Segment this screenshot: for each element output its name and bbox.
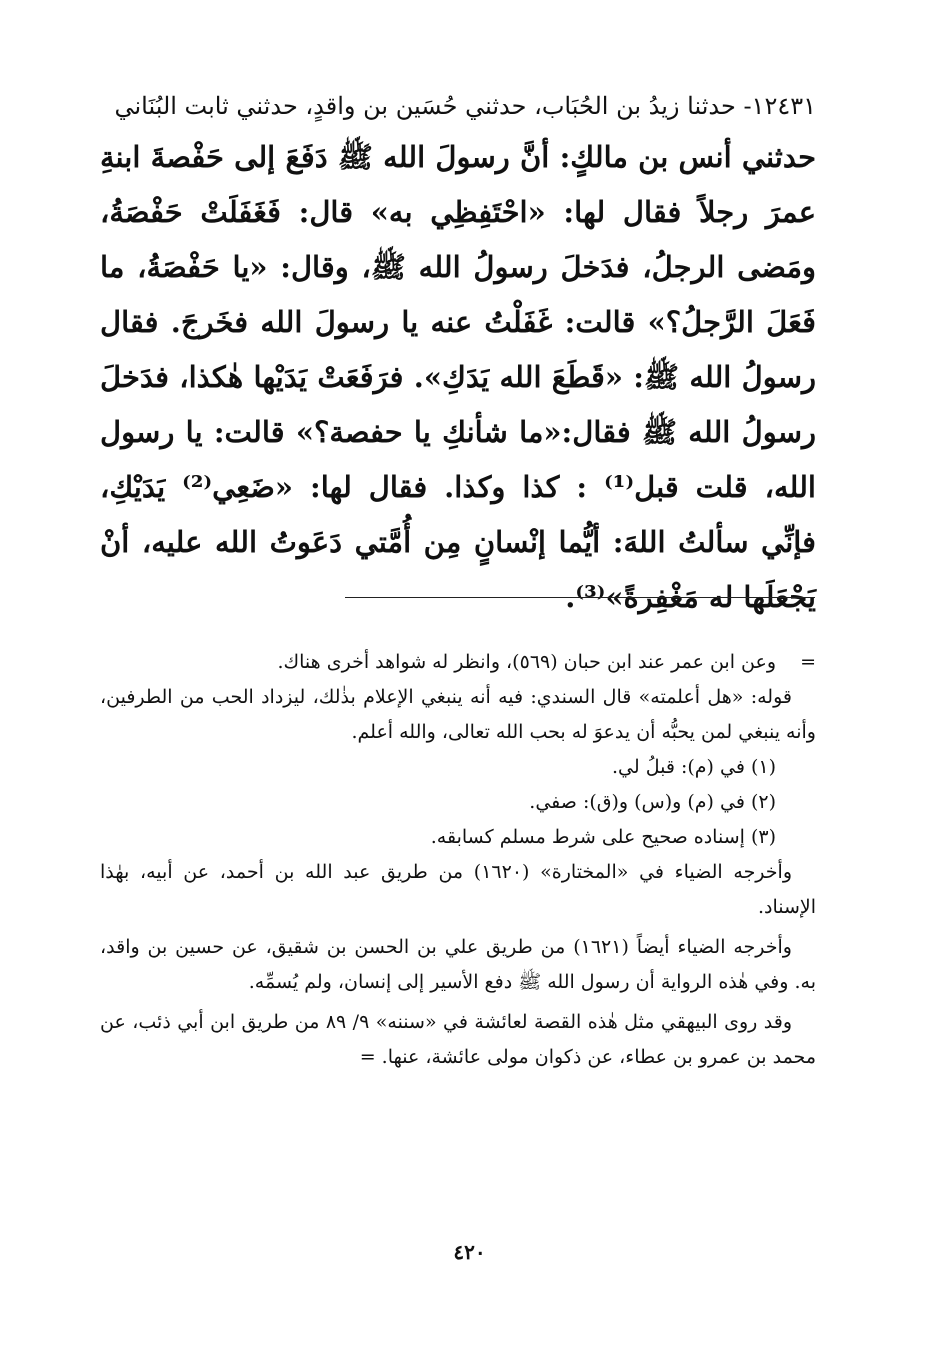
footnote-1: (١) في (م): قبلُ لي. [612, 756, 776, 778]
hadith-text: حدثني أنس بن مالكٍ: أنَّ رسولَ الله ﷺ دَفَعَ إلى حَفْصةَ ابنةِ عمرَ رجلاً فقال لها: «احْتَفِظِي به» قال: فَغَفَلَتْ حَفْصَةُ، ومَضى الرجلُ، فدَخلَ رسولُ الله ﷺ، وقال: «يا حَفْصَةُ، ما فَعَلَ الرَّجلُ؟» قالت: غَفَلْتُ عنه يا رسولَ الله فخَرجَ. فقال رسولُ الله ﷺ: «قَطَعَ الله يَدَكِ». فرَفَعَتْ يَدَيْها هٰكذا، فدَخلَ رسولُ الله ﷺ فقال:«ما شأنكِ يا حفصة؟» قالت: يا رسول الله، قلت قبل⁽¹⁾ : كذا وكذا. فقال لها: «ضَعِي⁽²⁾ يَدَيْكِ، فإنِّي سألتُ اللهَ: أيُّما إنْسانٍ مِن أُمَّتي دَعَوتُ الله عليه، أنْ يَجْعَلَها له مَغْفِرةً»⁽³⁾. [100, 140, 817, 614]
footnote-paragraph-3: وقد روى البيهقي مثل هٰذه القصة لعائشة في «سننه» ٩/ ٨٩ من طريق ابن أبي ذئب، عن محمد بن عمرو بن عطاء، عن ذكوان مولى عائشة، عنها. = [100, 1011, 816, 1068]
hadith-heading: ١٢٤٣١- حدثنا زيدُ بن الحُبَاب، حدثني حُسَين بن واقدٍ، حدثني ثابت البُنَاني [114, 92, 816, 120]
footnote-continuation [100, 645, 816, 680]
footnote-3: (٣) إسناده صحيح على شرط مسلم كسابقه. [430, 826, 776, 848]
footnote-2: (٢) في (م) و(س) و(ق): صفي. [529, 791, 776, 813]
continuation-text: وعن ابن عمر عند ابن حبان (٥٦٩)، وانظر له شواهد أخرى هناك. [277, 651, 776, 673]
footnote-paragraph-1: وأخرجه الضياء في «المختارة» (١٦٢٠) من طريق عبد الله بن أحمد، عن أبيه، بهٰذا الإسناد. [100, 861, 816, 918]
footnotes-block [100, 645, 816, 1075]
footnote-separator [345, 597, 815, 598]
footnote-paragraph-2: وأخرجه الضياء أيضاً (١٦٢١) من طريق علي بن الحسن بن شقيق، عن حسين بن واقد، به. وفي هٰذه الرواية أن رسول الله ﷺ دفع الأسير إلى إنسان، ولم يُسمِّه. [100, 936, 816, 993]
commentary-paragraph: قوله: «هل أعلمته» قال السندي: فيه أنه ينبغي الإعلام بذٰلك، ليزداد الحب من الطرفين، وأنه ينبغي لمن يحبُّه أن يدعوَ له بحب الله تعالى، والله أعلم. [100, 686, 816, 743]
hadith-block [100, 88, 816, 625]
page-number: ٤٢٠ [453, 1240, 486, 1264]
continuation-mark: = [800, 651, 816, 673]
